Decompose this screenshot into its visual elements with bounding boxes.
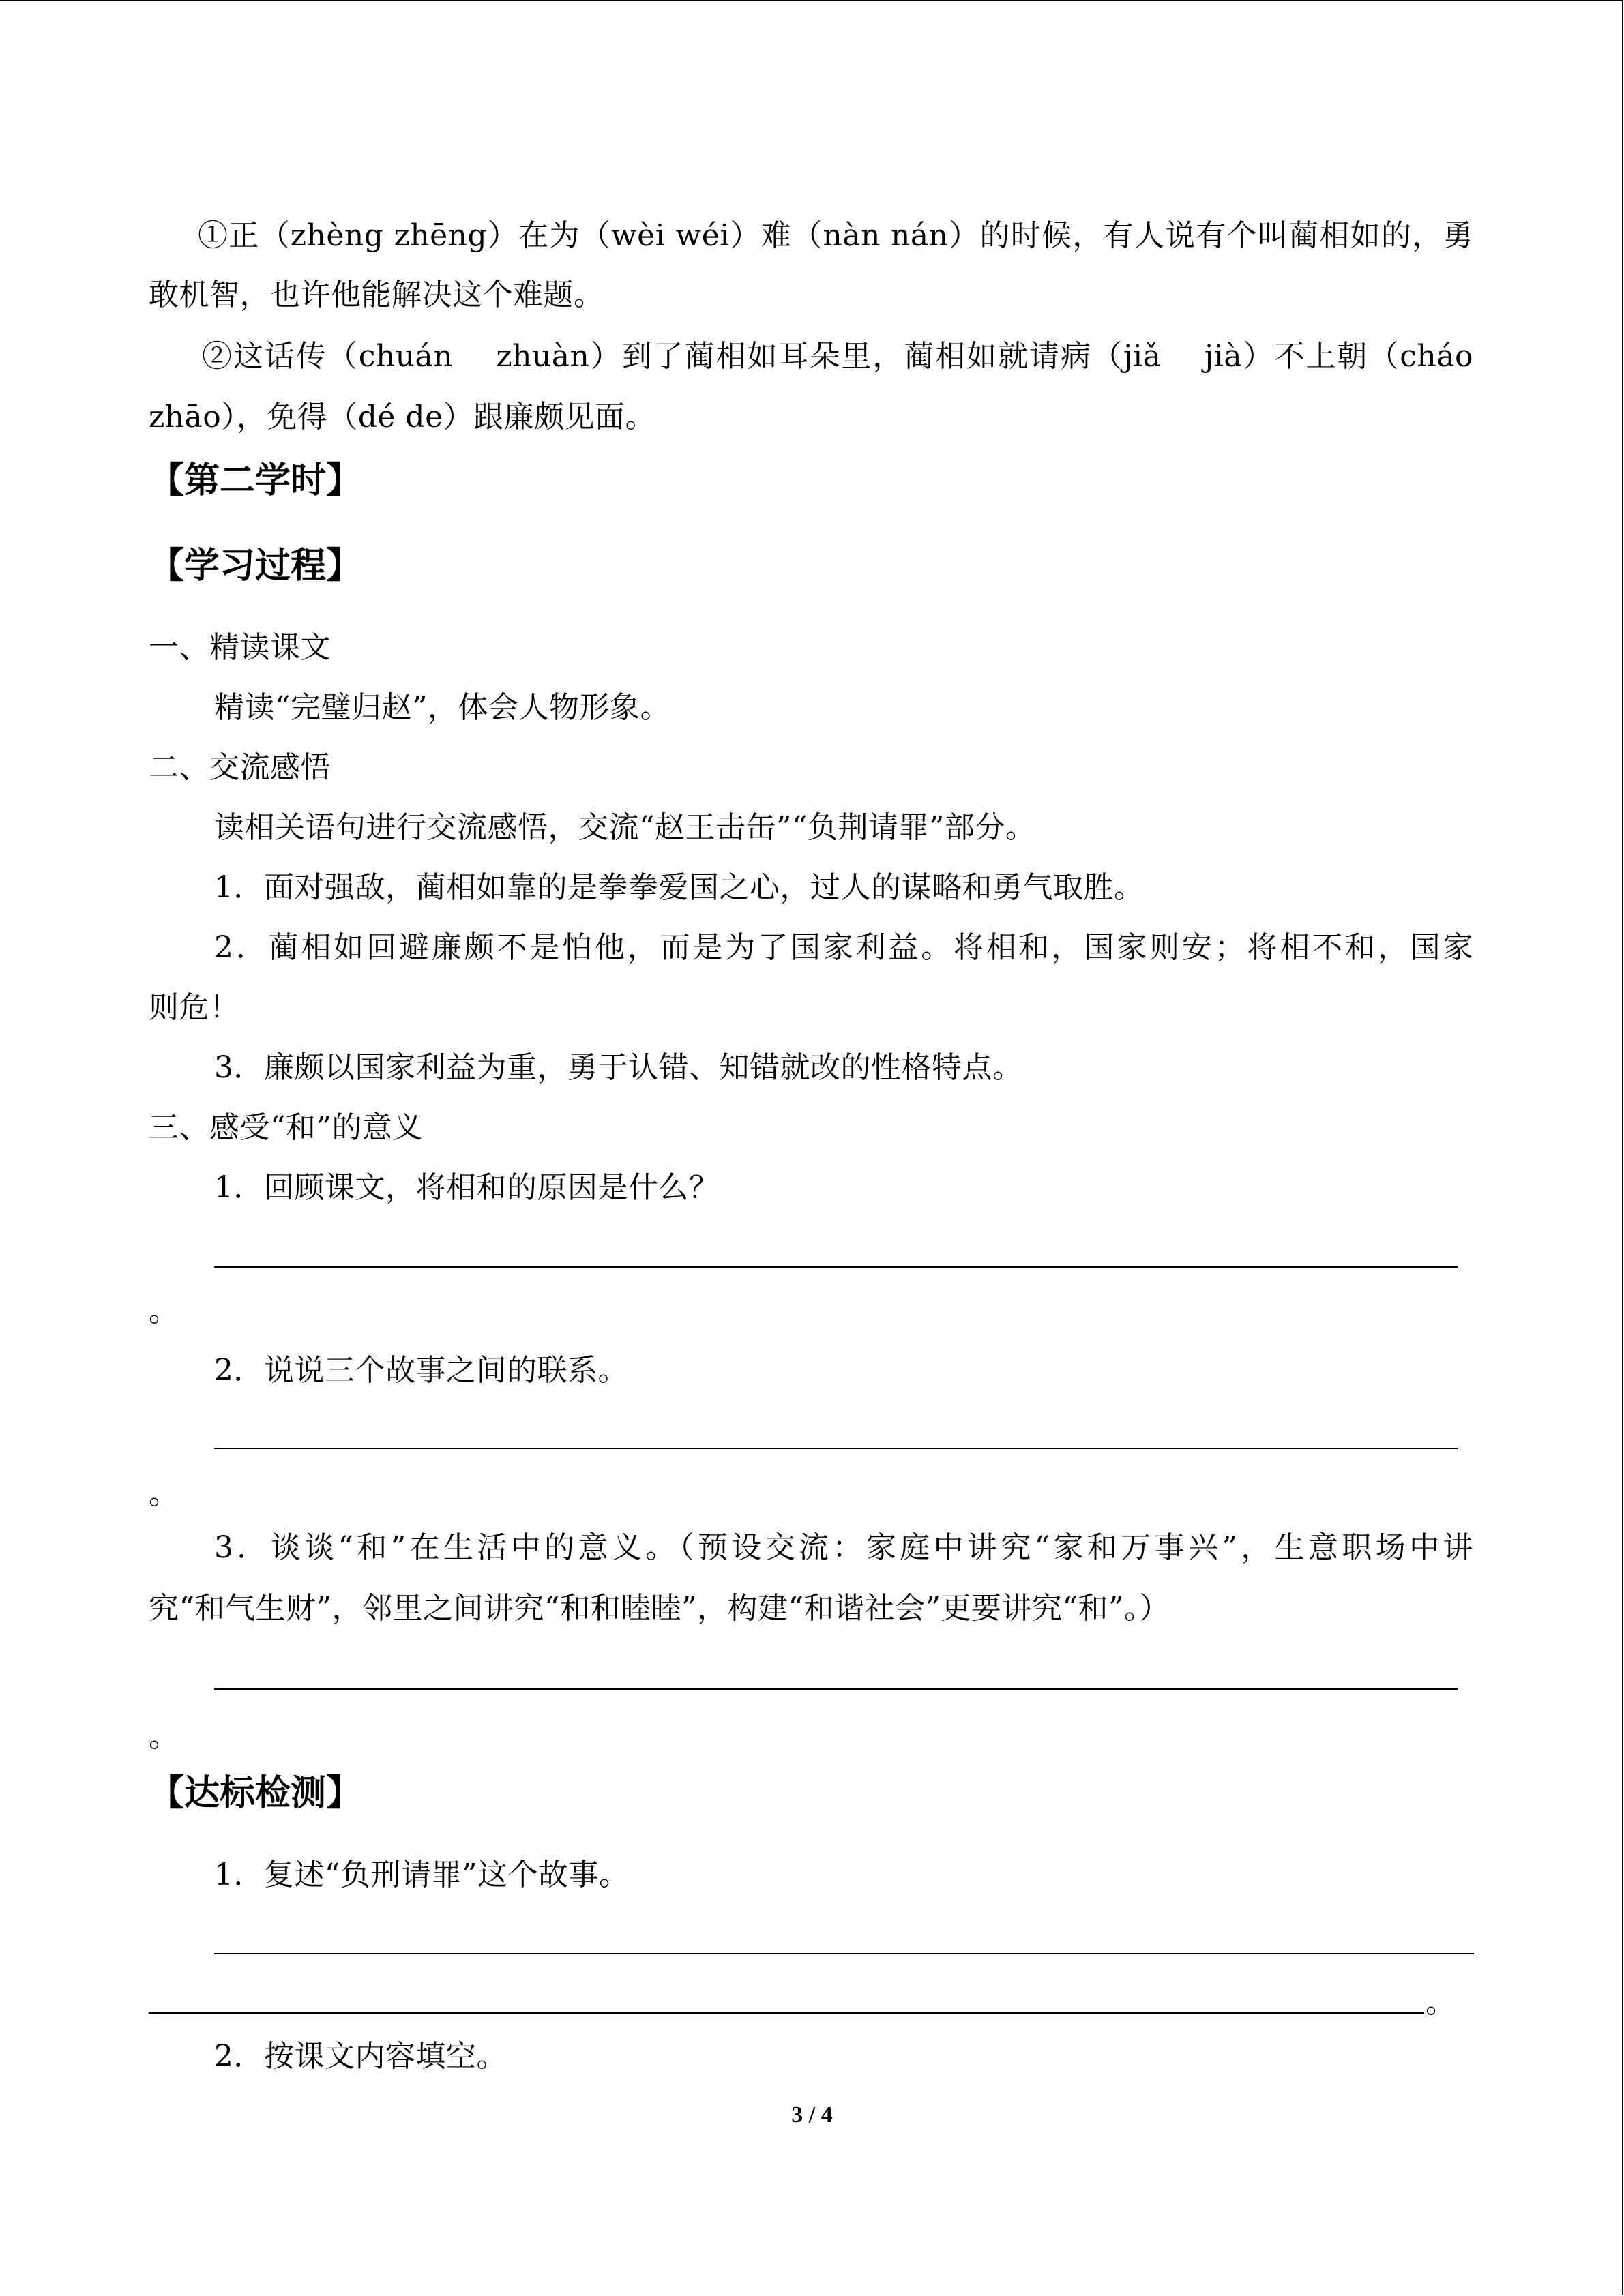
assessment-question-1: 1．复述“负刑请罪”这个故事。 <box>214 1858 630 1892</box>
section-3-question-2: 2．说说三个故事之间的联系。 <box>214 1353 628 1388</box>
answer-end-q1: 。 <box>149 1294 179 1328</box>
section-3-question-1: 1．回顾课文，将相和的原因是什么？ <box>214 1170 720 1205</box>
answer-end-q3: 。 <box>149 1719 179 1754</box>
assessment-question-2: 2．按课文内容填空。 <box>214 2039 507 2074</box>
section-3-title: 三、感受“和”的意义 <box>149 1110 423 1145</box>
section-2-point-3: 3．廉颇以国家利益为重，勇于认错、知错就改的性格特点。 <box>214 1050 1023 1085</box>
pinyin-item-2-line-2: zhāo），免得（dé de）跟廉颇见面。 <box>149 400 656 434</box>
answer-line-q3[interactable] <box>214 1688 1458 1690</box>
section-3-question-3-line-2: 究“和气生财”，邻里之间讲究“和和睦睦”，构建“和谐社会”更要讲究“和”。） <box>149 1591 1170 1626</box>
section-2-point-2-line-1: 2．蔺相如回避廉颇不是怕他，而是为了国家利益。将相和，国家则安；将相不和，国家 <box>214 930 1473 965</box>
pinyin-item-1-line-1: ①正（zhèng zhēng）在为（wèi wéi）难（nàn nán）的时候，有人说有个叫蔺相如的，勇 <box>198 218 1473 253</box>
heading-learning-process: 【学习过程】 <box>149 546 362 586</box>
page-number: 3 / 4 <box>791 2102 833 2128</box>
answer-end-assessment-1: 。 <box>1426 1985 1456 2020</box>
answer-line-assessment-1b[interactable] <box>149 2012 1424 2014</box>
section-1-text: 精读“完璧归赵”，体会人物形象。 <box>214 690 670 725</box>
heading-assessment: 【达标检测】 <box>149 1773 362 1814</box>
pinyin-item-2-line-1: ②这话传（chuán zhuàn）到了蔺相如耳朵里，蔺相如就请病（jiǎ jià）不上朝（cháo <box>202 339 1473 374</box>
section-2-title: 二、交流感悟 <box>149 750 331 785</box>
answer-line-q1[interactable] <box>214 1266 1458 1268</box>
section-2-point-1: 1．面对强敌，蔺相如靠的是拳拳爱国之心，过人的谋略和勇气取胜。 <box>214 870 1145 905</box>
section-2-intro: 读相关语句进行交流感悟，交流“赵王击缶”“负荆请罪”部分。 <box>214 810 1036 845</box>
answer-end-q2: 。 <box>149 1476 179 1511</box>
answer-line-assessment-1a[interactable] <box>214 1953 1474 1954</box>
pinyin-item-1-line-2: 敢机智，也许他能解决这个难题。 <box>149 278 604 312</box>
answer-line-q2[interactable] <box>214 1448 1458 1449</box>
section-1-title: 一、精读课文 <box>149 630 331 665</box>
heading-second-lesson: 【第二学时】 <box>149 460 362 501</box>
section-2-point-2-line-2: 则危！ <box>149 990 240 1025</box>
section-3-question-3-line-1: 3．谈谈“和”在生活中的意义。（预设交流：家庭中讲究“家和万事兴”，生意职场中讲 <box>214 1530 1473 1565</box>
